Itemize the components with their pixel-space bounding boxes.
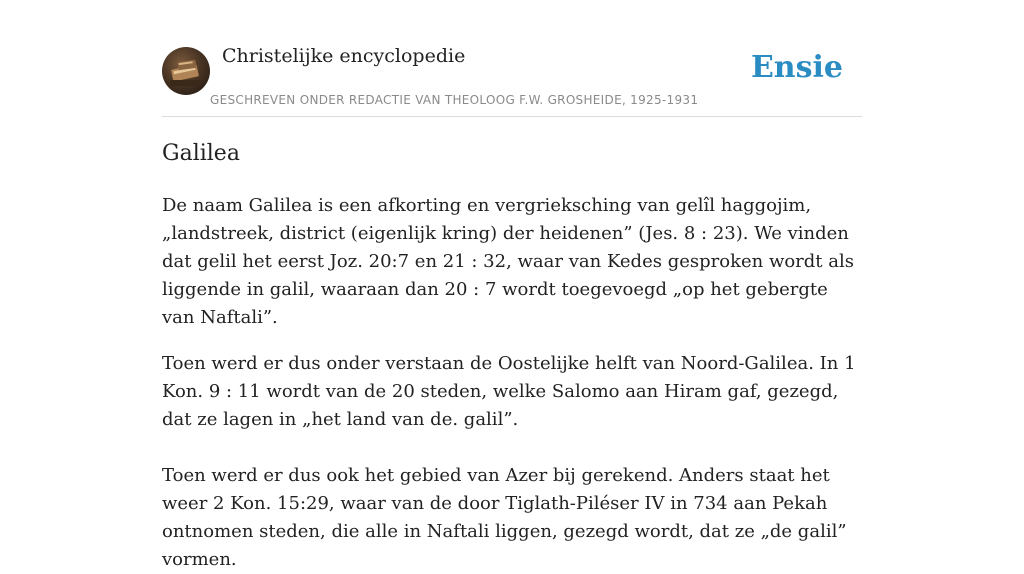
article-paragraph: Toen werd er dus ook het gebied van Azer bij gerekend. Anders staat het weer 2 Kon. 15:29, waar van de door Tiglath-Piléser IV in 734 aan Pekah ontnomen steden, die alle in Naftali liggen, gezegd wordt, dat ze „de galil” vormen. xyxy=(162,465,847,570)
brand-logo[interactable]: Ensie xyxy=(750,50,843,85)
article-title: Galilea xyxy=(162,141,240,166)
article-paragraph: Toen werd er dus onder verstaan de Oostelijke helft van Noord-Galilea. In 1 Kon. 9 : 11 wordt van de 20 steden, welke Salomo aan Hiram gaf, gezegd, dat ze lagen in „het land van de. galil”. xyxy=(162,353,856,430)
site-title[interactable]: Christelijke encyclopedie xyxy=(222,45,466,67)
site-subtitle: GESCHREVEN ONDER REDACTIE VAN THEOLOOG F.W. GROSHEIDE, 1925-1931 xyxy=(210,93,699,107)
site-header xyxy=(162,40,862,117)
book-portrait-icon[interactable] xyxy=(162,47,210,95)
article xyxy=(162,138,862,574)
article-paragraph: De naam Galilea is een afkorting en vergrieksching van gelîl haggojim, „landstreek, district (eigenlijk kring) der heidenen” (Jes. 8 : 23). We vinden dat gelil het eerst Joz. 20:7 en 21 : 32, waar van Kedes gesproken wordt als liggende in galil, waaraan dan 20 : 7 wordt toegevoegd „op het gebergte van Naftali”. xyxy=(162,195,854,328)
